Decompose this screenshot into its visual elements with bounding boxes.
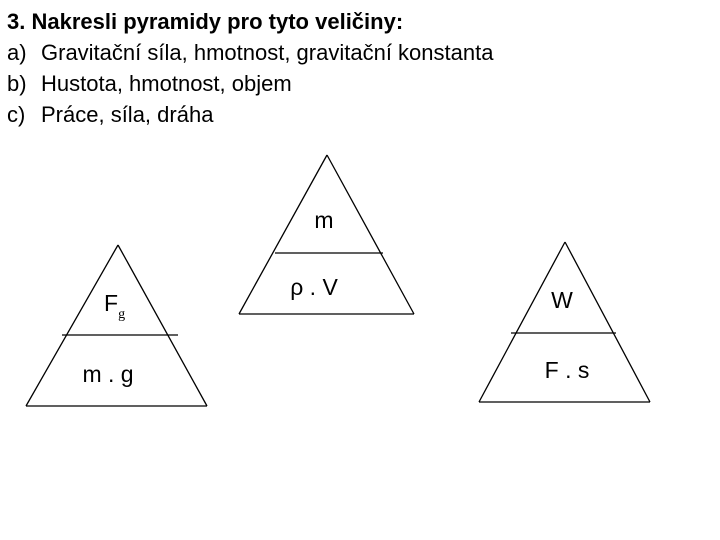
pyramid-gravity-top-label: $F_g$ (104, 290, 126, 322)
list-text-a: Gravitační síla, hmotnost, gravitační konstanta (41, 40, 494, 65)
list-marker-b: b) (7, 71, 27, 96)
pyramid-work-top-label: W (551, 287, 573, 313)
pyramid-gravity (26, 245, 207, 406)
assignment-heading: 3. Nakresli pyramidy pro tyto veličiny: (7, 9, 404, 34)
pyramid-work (479, 242, 650, 402)
pyramid-density (239, 155, 414, 314)
pyramid-density-top-label: m (314, 207, 334, 233)
pyramid-work-bottom-label: F . s (544, 357, 590, 383)
list-marker-c: c) (7, 102, 26, 127)
list-text-b: Hustota, hmotnost, objem (41, 71, 292, 96)
pyramid-density-right-edge (327, 155, 414, 314)
pyramid-gravity-bottom-label: m . g (82, 361, 134, 387)
pyramid-density-bottom-label: ρ . V (290, 274, 338, 300)
list-marker-a: a) (7, 40, 27, 65)
list-text-c: Práce, síla, dráha (41, 102, 214, 127)
